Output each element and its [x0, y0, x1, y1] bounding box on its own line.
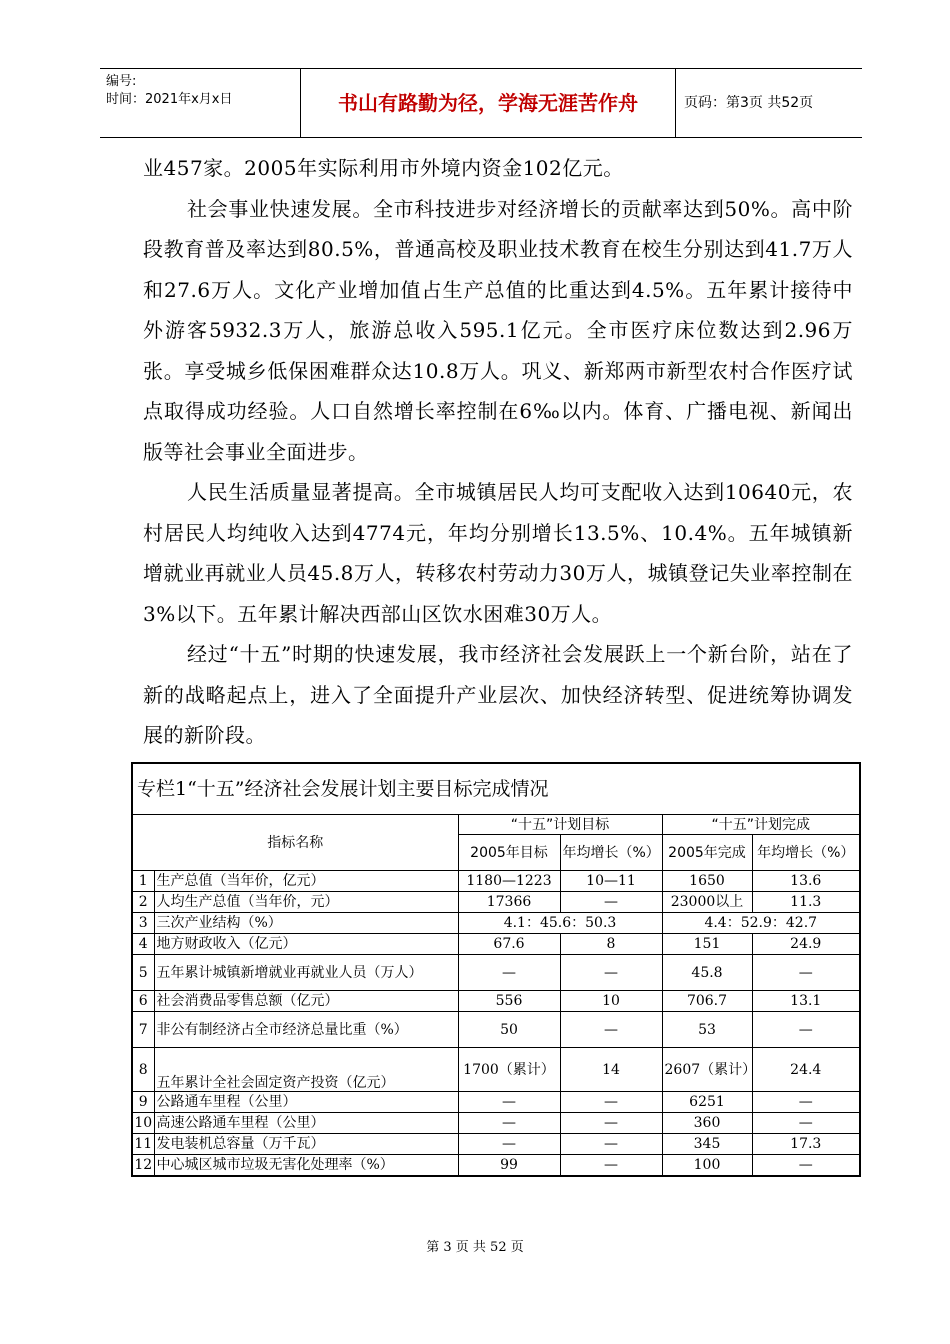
cell-growth-plan: —: [560, 1113, 662, 1134]
table-row: [132, 991, 860, 1012]
table-row: [132, 871, 860, 892]
col-header-growth-plan: 年均增长（%）: [560, 835, 662, 871]
paragraph: 人民生活质量显著提高。全市城镇居民人均可支配收入达到10640元，农村居民人均纯收入达到4774元，年均分别增长13.5%、10.4%。五年城镇新增就业再就业人员45.8万人，转移农村劳动力30万人，城镇登记失业率控制在3%以下。五年累计解决西部山区饮水困难30万人。: [143, 480, 853, 626]
cell-growth-done: 24.4: [752, 1048, 860, 1092]
row-name: 发电装机总容量（万千瓦）: [154, 1134, 458, 1155]
row-number: 4: [132, 934, 154, 955]
row-name: 非公有制经济占全市经济总量比重（%）: [154, 1012, 458, 1048]
cell-growth-plan: —: [560, 1012, 662, 1048]
cell-growth-plan: —: [560, 1155, 662, 1176]
row-number: 9: [132, 1092, 154, 1113]
cell-done-merged: 4.4：52.9：42.7: [662, 913, 860, 934]
cell-growth-done: —: [752, 1012, 860, 1048]
row-number: 2: [132, 892, 154, 913]
cell-target: 50: [458, 1012, 560, 1048]
cell-growth-done: 13.6: [752, 871, 860, 892]
paragraph: 社会事业快速发展。全市科技进步对经济增长的贡献率达到50%。高中阶段教育普及率达到80.5%，普通高校及职业技术教育在校生分别达到41.7万人和27.6万人。文化产业增加值占生产总值的比重达到4.5%。五年累计接待中外游客5932.3万人，旅游总收入595.1亿元。全市医疗床位数达到2.96万张。享受城乡低保困难群众达10.8万人。巩义、新郑两市新型农村合作医疗试点取得成功经验。人口自然增长率控制在6‰以内。体育、广播电视、新闻出版等社会事业全面进步。: [143, 196, 853, 464]
cell-growth-plan: —: [560, 955, 662, 991]
row-name: 人均生产总值（当年价，元）: [154, 892, 458, 913]
row-number: 8: [132, 1048, 154, 1092]
row-name: 公路通车里程（公里）: [154, 1092, 458, 1113]
row-number: 6: [132, 991, 154, 1012]
table-row: [132, 913, 860, 934]
serial-label: 编号:: [106, 74, 137, 89]
row-name: 地方财政收入（亿元）: [154, 934, 458, 955]
row-name: 社会消费品零售总额（亿元）: [154, 991, 458, 1012]
cell-target: —: [458, 1134, 560, 1155]
cell-target: 1700（累计）: [458, 1048, 560, 1092]
table-row: [132, 1048, 860, 1092]
row-number: 7: [132, 1012, 154, 1048]
cell-growth-done: —: [752, 1113, 860, 1134]
paragraph: 经过“十五”时期的快速发展，我市经济社会发展跃上一个新台阶，站在了新的战略起点上，进入了全面提升产业层次、加快经济转型、促进统筹协调发展的新阶段。: [143, 642, 853, 747]
row-name: 五年累计城镇新增就业再就业人员（万人）: [154, 955, 458, 991]
cell-done: 345: [662, 1134, 752, 1155]
col-header-target: 2005年目标: [458, 835, 560, 871]
table-caption: 专栏1“十五”经济社会发展计划主要目标完成情况: [132, 763, 860, 815]
cell-growth-done: —: [752, 1155, 860, 1176]
cell-done: 360: [662, 1113, 752, 1134]
page-header: [100, 68, 862, 138]
cell-done: 45.8: [662, 955, 752, 991]
col-group-plan: “十五”计划目标: [458, 815, 662, 835]
table-row: [132, 1155, 860, 1176]
cell-done: 1650: [662, 871, 752, 892]
cell-growth-plan: 14: [560, 1048, 662, 1092]
row-number: 1: [132, 871, 154, 892]
table-row: [132, 1134, 860, 1155]
page-footer: 第 3 页 共 52 页: [426, 1240, 524, 1255]
table-row: [132, 892, 860, 913]
cell-growth-plan: —: [560, 1092, 662, 1113]
cell-target: 99: [458, 1155, 560, 1176]
row-number: 10: [132, 1113, 154, 1134]
row-name: 生产总值（当年价，亿元）: [154, 871, 458, 892]
cell-done: 23000以上: [662, 892, 752, 913]
cell-target: 17366: [458, 892, 560, 913]
time-label: 时间：2021年x月x日: [106, 92, 233, 107]
cell-target: —: [458, 1113, 560, 1134]
cell-target: 67.6: [458, 934, 560, 955]
cell-growth-plan: 10: [560, 991, 662, 1012]
body-text: [143, 148, 853, 756]
row-number: 3: [132, 913, 154, 934]
table-row: [132, 1012, 860, 1048]
table-row: [132, 1113, 860, 1134]
cell-growth-done: 11.3: [752, 892, 860, 913]
cell-growth-plan: —: [560, 1134, 662, 1155]
row-name: 三次产业结构（%）: [154, 913, 458, 934]
cell-growth-plan: 10—11: [560, 871, 662, 892]
col-header-growth-done: 年均增长（%）: [752, 835, 860, 871]
table-row: [132, 1092, 860, 1113]
cell-done: 53: [662, 1012, 752, 1048]
header-page-label: 页码：第3页 共52页: [684, 95, 814, 111]
cell-growth-done: 13.1: [752, 991, 860, 1012]
cell-plan-merged: 4.1：45.6：50.3: [458, 913, 662, 934]
table-row: [132, 934, 860, 955]
header-meta: [100, 69, 300, 137]
col-header-name: 指标名称: [132, 815, 458, 871]
cell-growth-done: 24.9: [752, 934, 860, 955]
cell-growth-done: —: [752, 955, 860, 991]
col-group-done: “十五”计划完成: [662, 815, 860, 835]
row-number: 12: [132, 1155, 154, 1176]
cell-done: 151: [662, 934, 752, 955]
cell-done: 6251: [662, 1092, 752, 1113]
cell-target: 556: [458, 991, 560, 1012]
cell-target: —: [458, 1092, 560, 1113]
col-header-done: 2005年完成: [662, 835, 752, 871]
row-name: 五年累计全社会固定资产投资（亿元）: [154, 1048, 458, 1092]
paragraph: 业457家。2005年实际利用市外境内资金102亿元。: [143, 156, 624, 180]
cell-done: 100: [662, 1155, 752, 1176]
targets-table: [131, 762, 859, 1206]
row-number: 11: [132, 1134, 154, 1155]
cell-done: 706.7: [662, 991, 752, 1012]
cell-done: 2607（累计）: [662, 1048, 752, 1092]
cell-growth-plan: 8: [560, 934, 662, 955]
cell-target: —: [458, 955, 560, 991]
row-number: 5: [132, 955, 154, 991]
row-name: 中心城区城市垃圾无害化处理率（%）: [154, 1155, 458, 1176]
cell-growth-plan: —: [560, 892, 662, 913]
row-name: 高速公路通车里程（公里）: [154, 1113, 458, 1134]
cell-target: 1180—1223: [458, 871, 560, 892]
table-row: [132, 955, 860, 991]
cell-growth-done: —: [752, 1092, 860, 1113]
cell-growth-done: 17.3: [752, 1134, 860, 1155]
header-motto: 书山有路勤为径，学海无涯苦作舟: [300, 69, 676, 137]
